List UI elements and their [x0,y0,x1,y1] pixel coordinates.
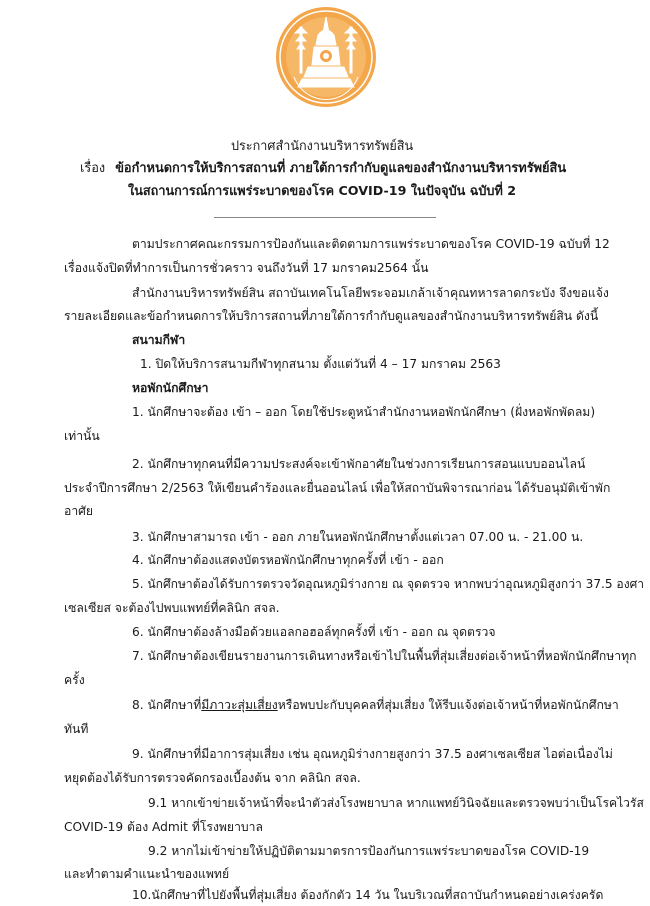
dorm-item-2-line3: อาศัย [64,504,94,518]
dorm-item-2-line1: 2. นักศึกษาทุกคนที่มีความประสงค์จะเข้าพักอาศัยในช่วงการเรียนการสอนแบบออนไลน์ [132,457,586,471]
subject-line-1 [80,161,566,177]
dorm-item-8-pre: 8. นักศึกษาที่ [132,698,202,712]
intro-p2-line2: รายละเอียดและข้อกำหนดการให้บริการสถานที่ภายใต้การกำกับดูแลของสำนักงานบริหารทรัพย์สิน ดังนี้ [64,309,599,323]
intro-p1-line1: ตามประกาศคณะกรรมการป้องกันและติดตามการแพร่ระบาดของโรค COVID-19 ฉบับที่ 12 [132,237,610,251]
section-heading-stadium: สนามกีฬา [132,333,186,347]
dorm-item-8-underlined: มีภาวะสุ่มเสี่ยง [201,698,278,712]
dorm-item-3: 3. นักศึกษาสามารถ เข้า - ออก ภายในหอพักนักศึกษาตั้งแต่เวลา 07.00 น. - 21.00 น. [132,530,584,544]
dorm-item-5-line1: 5. นักศึกษาต้องได้รับการตรวจวัดอุณหภูมิร่างกาย ณ จุดตรวจ หากพบว่าอุณหภูมิสูงกว่า 37.5 องศา [132,577,645,591]
dorm-item-8-post: หรือพบปะกับบุคคลที่สุ่มเสี่ยง ให้รีบแจ้งต่อเจ้าหน้าที่หอพักนักศึกษา [277,698,619,712]
dorm-item-1-line1: 1. นักศึกษาจะต้อง เข้า – ออก โดยใช้ประตูหน้าสำนักงานหอพักนักศึกษา (ฝั่งหอพักพัดลม) [132,405,596,419]
dorm-item-8-line2: ทันที [64,722,89,736]
dorm-item-9-2-line1: 9.2 หากไม่เข้าข่ายให้ปฏิบัติตามมาตรการป้องกันการแพร่ระบาดของโรค COVID-19 [148,844,590,858]
dorm-item-9-line2: หยุดต้องได้รับการตรวจคัดกรองเบื้องต้น จาก คลินิก สจล. [64,771,361,785]
intro-p2-line1: สำนักงานบริหารทรัพย์สิน สถาบันเทคโนโลยีพระจอมเกล้าเจ้าคุณทหารลาดกระบัง จึงขอแจ้ง [132,286,609,300]
intro-p1-line2: เรื่องแจ้งปิดที่ทำการเป็นการชั่วคราว จนถึงวันที่ 17 มกราคม2564 นั้น [64,261,429,275]
header-divider [214,217,436,218]
announcement-agency: ประกาศสำนักงานบริหารทรัพย์สิน [230,139,414,154]
dorm-item-5-line2: เซลเซียส จะต้องไปพบแพทย์ที่คลินิก สจล. [64,601,280,615]
dorm-item-7-line1: 7. นักศึกษาต้องเขียนรายงานการเดินทางหรือเข้าไปในพื้นที่สุ่มเสี่ยงต่อเจ้าหน้าที่หอพักนักศึกษาทุก [132,649,637,663]
subject-title-1: ข้อกำหนดการให้บริการสถานที่ ภายใต้การกำกับดูแลของสำนักงานบริหารทรัพย์สิน [115,161,567,176]
section-heading-dormitory: หอพักนักศึกษา [132,381,209,395]
dorm-item-9-1-line1: 9.1 หากเข้าข่ายเจ้าหน้าที่จะนำตัวส่งโรงพยาบาล หากแพทย์วินิจฉัยและตรวจพบว่าเป็นโรคไวรัส [148,796,644,810]
dorm-item-4: 4. นักศึกษาต้องแสดงบัตรหอพักนักศึกษาทุกครั้งที่ เข้า - ออก [132,553,444,567]
dorm-item-9-1-line2: COVID-19 ต้อง Admit ที่โรงพยาบาล [64,820,263,834]
dorm-item-8-line1 [132,697,619,713]
dorm-item-2-line2: ประจำปีการศึกษา 2/2563 ให้เขียนคำร้องและยื่นออนไลน์ เพื่อให้สถาบันพิจารณาก่อน ได้รับอนุมัติเข้าพัก [64,481,611,495]
dorm-item-10: 10.นักศึกษาที่ไปยังพื้นที่สุ่มเสี่ยง ต้องกักตัว 14 วัน ในบริเวณที่สถาบันกำหนดอย่างเคร่งครัด [132,888,604,902]
dorm-item-1-line2: เท่านั้น [64,429,100,443]
stadium-item-1: 1. ปิดให้บริการสนามกีฬาทุกสนาม ตั้งแต่วันที่ 4 – 17 มกราคม 2563 [140,357,501,371]
dorm-item-9-line1: 9. นักศึกษาที่มีอาการสุ่มเสี่ยง เช่น อุณหภูมิร่างกายสูงกว่า 37.5 องศาเซลเซียส ไอต่อเนื่องไม่ [132,747,613,761]
subject-prefix: เรื่อง [80,161,106,176]
kmitl-seal-logo [274,5,378,109]
subject-line-2: ในสถานการณ์การแพร่ระบาดของโรค COVID-19 ในปัจจุบัน ฉบับที่ 2 [128,184,517,199]
dorm-item-6: 6. นักศึกษาต้องล้างมือด้วยแอลกอฮอล์ทุกครั้งที่ เข้า - ออก ณ จุดตรวจ [132,625,496,639]
dorm-item-9-2-line2: และทำตามคำแนะนำของแพทย์ [64,867,230,881]
dorm-item-7-line2: ครั้ง [64,673,85,687]
